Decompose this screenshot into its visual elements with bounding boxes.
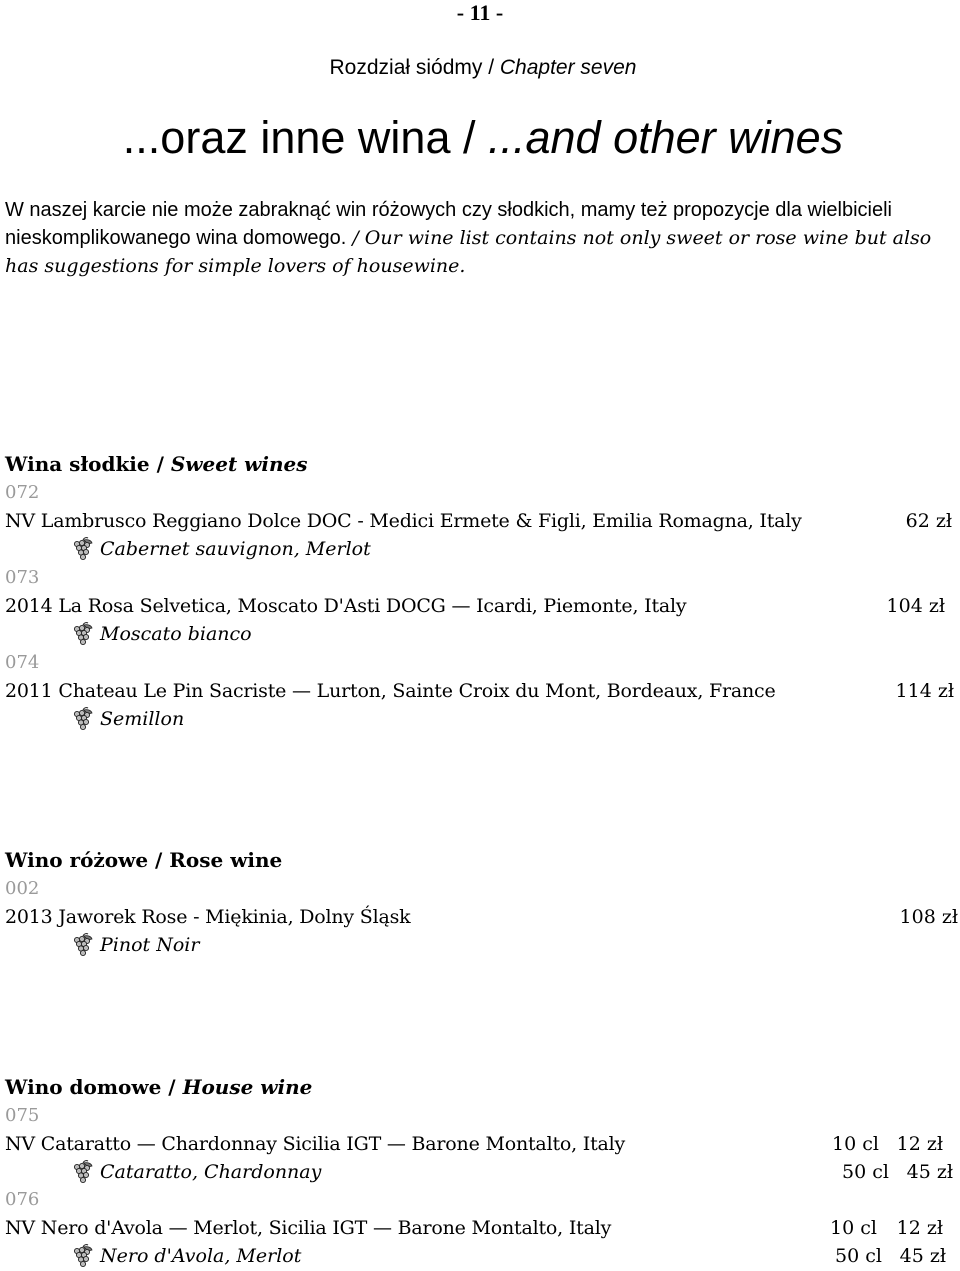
wine-price: 62 zł bbox=[905, 510, 952, 532]
grape-icon bbox=[72, 622, 94, 646]
chapter-title-pl: Rozdział siódmy / bbox=[329, 56, 500, 79]
page-title-pl: ...oraz inne wina / bbox=[122, 112, 488, 163]
section-title-pl: Wino domowe / bbox=[5, 1075, 183, 1099]
wine-price: 45 zł bbox=[906, 1161, 953, 1183]
intro-text-en: / Our wine list contains not only sweet or rose wine but also has suggestions for simple lovers of housewine. bbox=[5, 227, 932, 277]
wine-name: 2011 Chateau Le Pin Sacriste — Lurton, Sainte Croix du Mont, Bordeaux, France bbox=[5, 680, 776, 702]
grape-varieties bbox=[72, 932, 199, 958]
page-title-en: ...and other wines bbox=[487, 112, 844, 163]
grape-icon bbox=[72, 1160, 94, 1184]
wine-code: 076 bbox=[5, 1189, 40, 1210]
grape-varieties bbox=[72, 1159, 321, 1185]
wine-volume: 50 cl bbox=[842, 1161, 889, 1183]
section-heading-house-wine bbox=[5, 1074, 312, 1100]
wine-code: 002 bbox=[5, 878, 40, 899]
grape-varieties-text: Semillon bbox=[100, 708, 185, 730]
grape-varieties bbox=[72, 621, 252, 647]
intro-text-pl: W naszej karcie nie może zabraknąć win różowych czy słodkich, mamy też propozycje dla wielbicieli nieskomplikowanego wina domowego. bbox=[5, 199, 893, 249]
wine-price: 104 zł bbox=[886, 595, 945, 617]
grape-varieties bbox=[72, 706, 184, 732]
wine-volume: 10 cl bbox=[830, 1217, 877, 1239]
chapter-title-en: Chapter seven bbox=[499, 56, 637, 79]
section-heading-rose-wine bbox=[5, 847, 282, 873]
section-title-en: House wine bbox=[182, 1075, 313, 1099]
section-heading-sweet-wines bbox=[5, 451, 308, 477]
wine-price: 12 zł bbox=[896, 1133, 943, 1155]
page-title bbox=[0, 108, 960, 168]
wine-price: 45 zł bbox=[899, 1245, 946, 1267]
wine-name: NV Cataratto — Chardonnay Sicilia IGT — Barone Montalto, Italy bbox=[5, 1133, 626, 1155]
grape-varieties bbox=[72, 536, 371, 562]
wine-price: 114 zł bbox=[895, 680, 954, 702]
wine-name: 2014 La Rosa Selvetica, Moscato D'Asti DOCG — Icardi, Piemonte, Italy bbox=[5, 595, 687, 617]
grape-icon bbox=[72, 1244, 94, 1268]
grape-icon bbox=[72, 933, 94, 957]
grape-varieties-text: Moscato bianco bbox=[100, 623, 252, 645]
page-number: - 11 - bbox=[456, 0, 504, 25]
grape-varieties-text: Pinot Noir bbox=[100, 934, 200, 956]
grape-varieties-text: Cabernet sauvignon, Merlot bbox=[100, 538, 371, 560]
wine-volume: 50 cl bbox=[835, 1245, 882, 1267]
grape-icon bbox=[72, 707, 94, 731]
wine-price: 12 zł bbox=[896, 1217, 943, 1239]
wine-price: 108 zł bbox=[899, 906, 958, 928]
section-title-pl: Wina słodkie / bbox=[5, 452, 171, 476]
wine-volume: 10 cl bbox=[832, 1133, 879, 1155]
wine-code: 072 bbox=[5, 482, 40, 503]
chapter-heading bbox=[0, 54, 960, 82]
grape-varieties bbox=[72, 1243, 301, 1269]
wine-name: NV Lambrusco Reggiano Dolce DOC - Medici Ermete & Figli, Emilia Romagna, Italy bbox=[5, 510, 802, 532]
intro-paragraph bbox=[5, 196, 955, 280]
grape-varieties-text: Cataratto, Chardonnay bbox=[100, 1161, 322, 1183]
wine-code: 075 bbox=[5, 1105, 40, 1126]
wine-code: 073 bbox=[5, 567, 40, 588]
section-title-pl: Wino różowe / Rose wine bbox=[5, 848, 283, 872]
section-title-en: Sweet wines bbox=[170, 452, 308, 476]
grape-icon bbox=[72, 537, 94, 561]
wine-code: 074 bbox=[5, 652, 40, 673]
wine-name: 2013 Jaworek Rose - Miękinia, Dolny Śląsk bbox=[5, 906, 411, 928]
grape-varieties-text: Nero d'Avola, Merlot bbox=[100, 1245, 302, 1267]
wine-name: NV Nero d'Avola — Merlot, Sicilia IGT — Barone Montalto, Italy bbox=[5, 1217, 612, 1239]
